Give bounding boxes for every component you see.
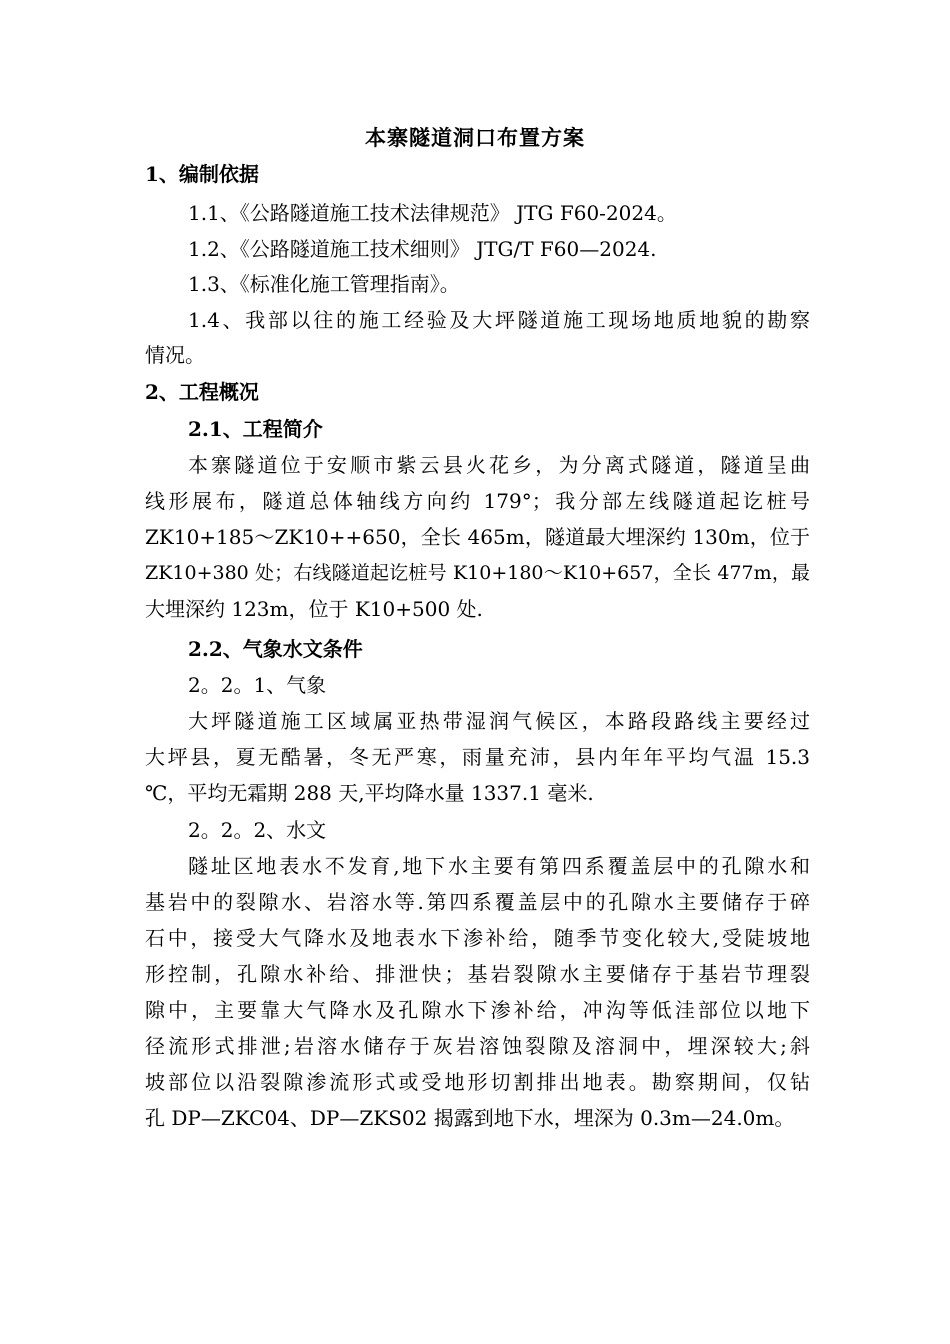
hydrology-line-3: 石中，接受大气降水及地表水下渗补给，随季节变化较大,受陡坡地 bbox=[145, 926, 810, 950]
reference-item-3: 1.3、《标准化施工管理指南》。 bbox=[188, 272, 460, 296]
subsection-2-2-heading: 2.2、气象水文条件 bbox=[188, 637, 363, 661]
climate-line-2: 大坪县，夏无酷暑，冬无严寒，雨量充沛，县内年年平均气温 15.3 bbox=[145, 745, 810, 769]
overview-line-4: ZK10+380 处；右线隧道起讫桩号 K10+180～K10+657，全长 477m，最 bbox=[145, 562, 810, 584]
climate-line-1: 大坪隧道施工区域属亚热带湿润气候区，本路段路线主要经过 bbox=[188, 709, 810, 733]
overview-line-1: 本寨隧道位于安顺市紫云县火花乡，为分离式隧道，隧道呈曲 bbox=[188, 453, 810, 477]
climate-heading: 2。2。1、气象 bbox=[188, 673, 327, 697]
hydrology-heading: 2。2。2、水文 bbox=[188, 818, 327, 842]
overview-line-3: ZK10+185～ZK10++650，全长 465m，隧道最大埋深约 130m，位于 bbox=[145, 525, 810, 549]
reference-item-1: 1.1、《公路隧道施工技术法律规范》 JTG F60-2024。 bbox=[188, 201, 677, 225]
hydrology-line-7: 坡部位以沿裂隙渗流形式或受地形切割排出地表。勘察期间，仅钻 bbox=[145, 1070, 810, 1094]
climate-line-3: ℃，平均无霜期 288 天,平均降水量 1337.1 毫米. bbox=[145, 781, 594, 805]
hydrology-line-4: 形控制，孔隙水补给、排泄快；基岩裂隙水主要储存于基岩节理裂 bbox=[145, 962, 810, 986]
document-title: 本寨隧道洞口布置方案 bbox=[365, 125, 585, 150]
overview-line-5: 大埋深约 123m，位于 K10+500 处. bbox=[145, 597, 483, 621]
hydrology-line-6: 径流形式排泄;岩溶水储存于灰岩溶蚀裂隙及溶洞中，埋深较大;斜 bbox=[145, 1034, 810, 1058]
hydrology-line-1: 隧址区地表水不发育,地下水主要有第四系覆盖层中的孔隙水和 bbox=[188, 854, 810, 878]
hydrology-line-8: 孔 DP—ZKC04、DP—ZKS02 揭露到地下水，埋深为 0.3m—24.0m。 bbox=[145, 1106, 795, 1130]
subsection-2-1-heading: 2.1、工程简介 bbox=[188, 417, 323, 441]
reference-item-4: 1.4、我部以往的施工经验及大坪隧道施工现场地质地貌的勘察 bbox=[188, 308, 810, 332]
overview-line-2: 线形展布，隧道总体轴线方向约 179°；我分部左线隧道起讫桩号 bbox=[145, 489, 810, 513]
hydrology-line-2: 基岩中的裂隙水、岩溶水等.第四系覆盖层中的孔隙水主要储存于碎 bbox=[145, 890, 810, 914]
section-1-heading: 1、编制依据 bbox=[145, 162, 259, 186]
hydrology-line-5: 隙中，主要靠大气降水及孔隙水下渗补给，冲沟等低洼部位以地下 bbox=[145, 998, 810, 1022]
reference-item-2: 1.2、《公路隧道施工技术细则》 JTG/T F60—2024. bbox=[188, 237, 657, 261]
section-2-heading: 2、工程概况 bbox=[145, 380, 259, 404]
reference-item-4-continuation: 情况。 bbox=[145, 343, 205, 367]
